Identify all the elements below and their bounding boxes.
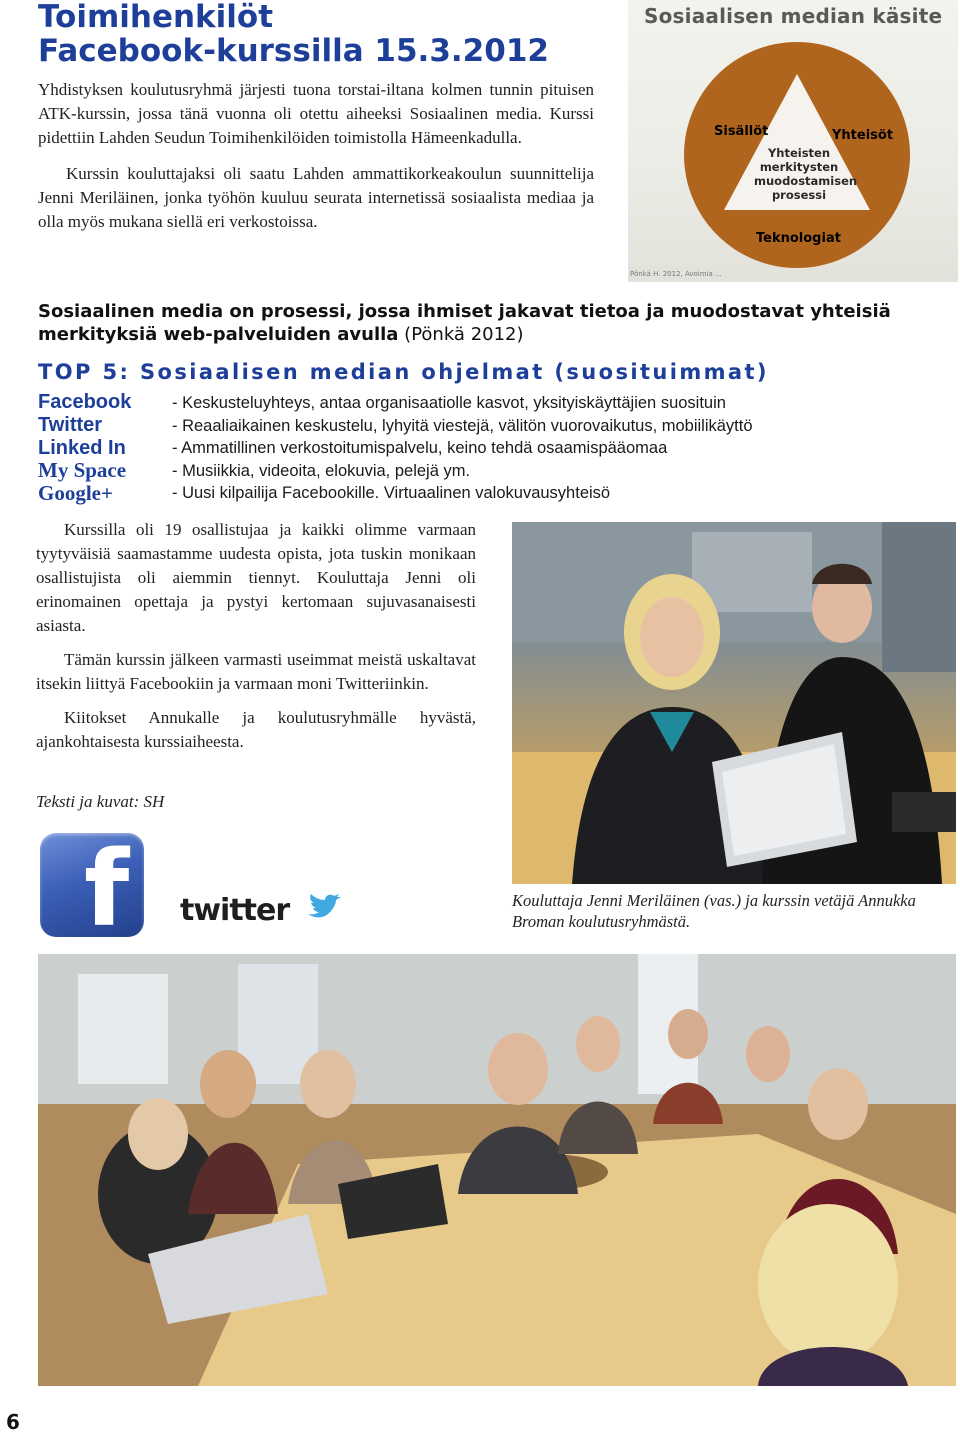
service-name-googleplus: Google+ [38, 481, 113, 505]
facebook-logo-icon [40, 833, 144, 937]
service-desc-myspace: - Musiikkia, videoita, elokuvia, pelejä ym. [172, 462, 471, 480]
slide-triangle-text: Yhteisten merkitysten muodostamisen prosessi [754, 146, 858, 202]
slide-label-left: Sisällöt [714, 124, 769, 139]
trainer-photo [512, 522, 956, 884]
intro-paragraph-2: Kurssin kouluttajaksi oli saatu Lahden ammattikorkeakoulun suunnittelija Jenni Meriläinen, jonka työhön kuuluu seurata internetissä sosiaalista mediaa ja olla myös mukana siellä eri verkostoissa. [38, 164, 594, 231]
body-paragraph-2: Tämän kurssin jälkeen varmasti useimmat meistä uskaltavat itsekin liittyä Facebookiin ja varmaan moni Twitteriinkin. [36, 650, 476, 693]
twitter-wordmark: twitter [180, 893, 290, 928]
intro-paragraph-1: Yhdistyksen koulutusryhmä järjesti tuona torstai-iltana kolmen tunnin pituisen ATK-kurssin, jossa tänä vuonna oli otettu aiheeksi Sosiaalinen media. Kurssi pidettiin Lahden Seudun Toimihenkilöiden toimistolla Hämeenkadulla. [38, 80, 594, 147]
title-line-1: Toimihenkilöt [38, 0, 274, 35]
article-title [38, 0, 618, 68]
slide-triangle-graphic [628, 0, 958, 282]
slide-photo [628, 0, 958, 282]
slide-label-right: Yhteisöt [832, 128, 894, 143]
service-desc-facebook: - Keskusteluyhteys, antaa organisaatiolle kasvot, yksityiskäyttäjien suosituin [172, 394, 726, 412]
service-desc-googleplus: - Uusi kilpailija Facebookille. Virtuaalinen valokuvausyhteisö [172, 484, 611, 502]
definition-citation: (Pönkä 2012) [404, 324, 524, 345]
page-number: 6 [6, 1410, 20, 1434]
body-paragraph-3: Kiitokset Annukalle ja koulutusryhmälle hyvästä, ajankohtaisesta kurssiaiheesta. [36, 708, 476, 751]
slide-credit: Pönkä H. 2012, Avoimia ... [630, 270, 722, 278]
service-desc-twitter: - Reaaliaikainen keskustelu, lyhyitä viestejä, välitön vuorovaikutus, mobiilikäyttö [172, 417, 753, 435]
trainer-photo-graphic [512, 522, 956, 884]
definition-text: Sosiaalinen media on prosessi, jossa ihmiset jakavat tietoa ja muodostavat yhteisiä merkityksiä web-palveluiden avulla [38, 301, 891, 345]
photo-caption: Kouluttaja Jenni Meriläinen (vas.) ja kurssin vetäjä Annukka Broman koulutusryhmästä. [512, 891, 916, 931]
intro-text [38, 78, 594, 234]
group-photo-graphic [38, 954, 956, 1386]
service-name-facebook: Facebook [38, 391, 132, 413]
twitter-bird-icon [306, 894, 344, 924]
service-desc-linkedin: - Ammatillinen verkostoitumispalvelu, keino tehdä osaamispääomaa [172, 439, 668, 457]
body-paragraph-1: Kurssilla oli 19 osallistujaa ja kaikki olimme varmaan tyytyväisiä saamastamme uudesta opista, jota tuskin monikaan osallistujista oli aiemmin tiennyt. Kouluttaja Jenni oli erinomainen opettaja ja pystyi kertomaan sujuvasanaisesti asiasta. [36, 520, 476, 635]
body-text [36, 518, 476, 764]
service-name-linkedin: Linked In [38, 437, 126, 459]
slide-title: Sosiaalisen median käsite [644, 4, 943, 28]
service-name-twitter: Twitter [38, 414, 103, 436]
title-line-2: Facebook-kurssilla 15.3.2012 [38, 33, 549, 69]
facebook-logo-letter: f [84, 833, 130, 937]
definition [38, 300, 938, 346]
top5-heading: TOP 5: Sosiaalisen median ohjelmat (suosituimmat) [38, 360, 769, 384]
slide-label-bottom: Teknologiat [756, 231, 841, 246]
group-photo [38, 954, 956, 1386]
author-credit: Teksti ja kuvat: SH [36, 792, 165, 811]
service-name-myspace: My Space [38, 458, 127, 482]
